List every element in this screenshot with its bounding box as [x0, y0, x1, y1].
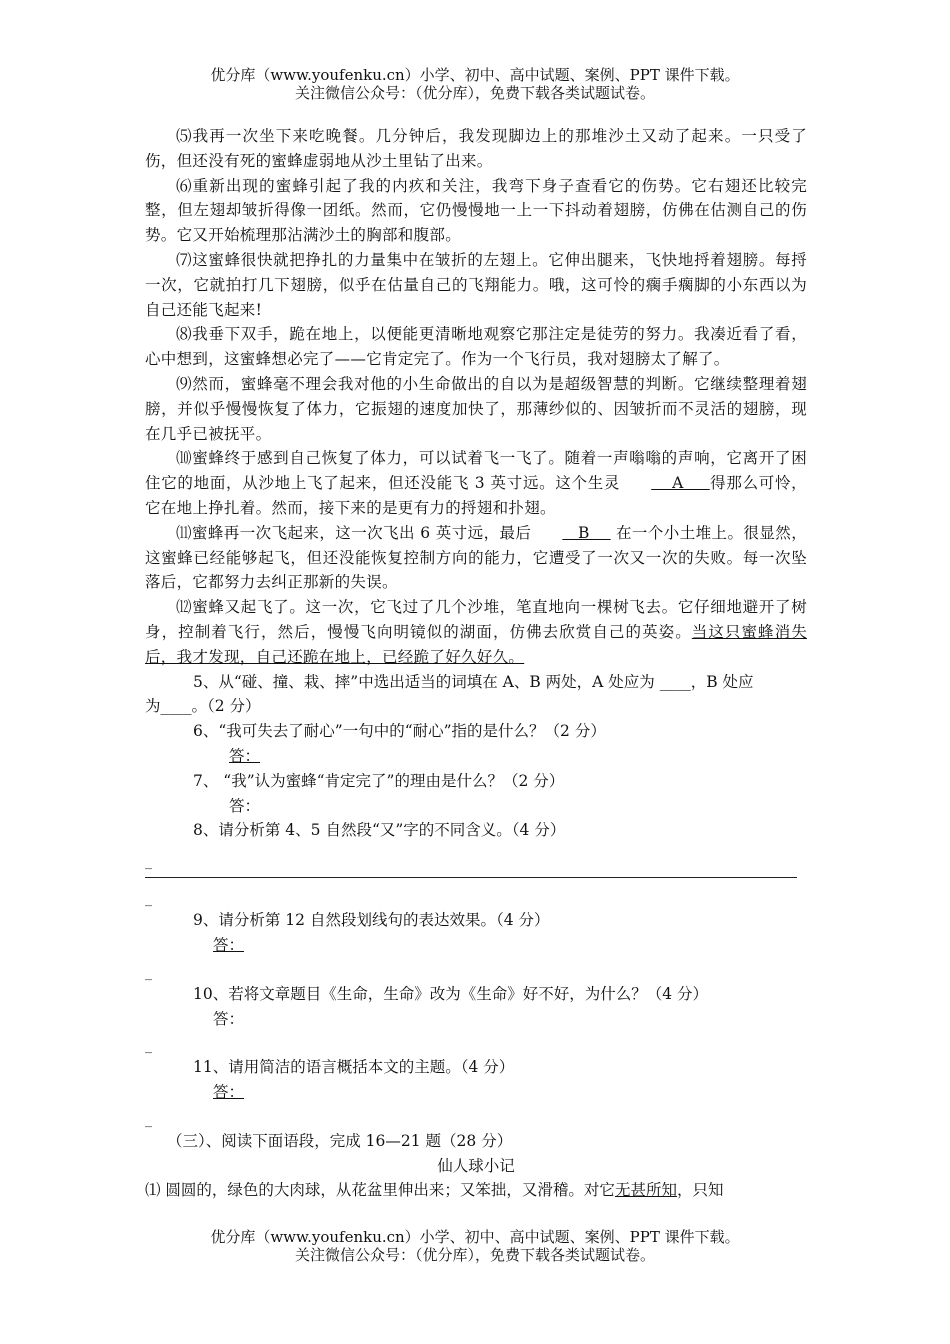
answer-7: 答：	[229, 796, 261, 815]
question-7: 7、 “我”认为蜜蜂“肯定完了”的理由是什么？（2 分）	[193, 771, 565, 790]
answer-11	[145, 1080, 807, 1105]
paragraph-11-text-b: 在一个小土堆上。很显然，这蜜蜂已经能够起飞，但还没能恢复控制方向的能力，它遭受了一次又一次的失败。每一次坠落后，它都努力去纠正那新的失误。	[145, 523, 808, 592]
answer-9	[145, 933, 807, 958]
answer-6	[145, 744, 807, 769]
section-3-paragraph-1	[145, 1178, 807, 1203]
paragraph-6: ⑹重新出现的蜜蜂引起了我的内疚和关注，我弯下身子查看它的伤势。它右翅还比较完整，但左翅却皱折得像一团纸。然而，它仍慢慢地一上一下抖动着翅膀，仿佛在估测自己的伤势。它又开始梳理那沾满沙土的胸部和腹部。	[145, 176, 807, 245]
blank-a: A	[651, 474, 710, 493]
answer-line-dash: _	[145, 891, 152, 908]
paragraph-5: ⑸我再一次坐下来吃晚餐。几分钟后，我发现脚边上的那堆沙土又动了起来。一只受了伤，但还没有死的蜜蜂虚弱地从沙土里钻了出来。	[145, 127, 807, 170]
question-10: 10、若将文章题目《生命，生命》改为《生命》好不好，为什么？（4 分）	[193, 984, 709, 1003]
header-line-2: 关注微信公众号：（优分库），免费下载各类试题试卷。	[294, 84, 655, 102]
blank-b: B	[562, 523, 611, 542]
answer-6-label: 答：	[229, 746, 261, 765]
paragraph-11-text-a: ⑾蜜蜂再一次飞起来，这一次飞出 6 英寸远，最后	[176, 523, 532, 542]
paragraph-10	[145, 446, 807, 520]
answer-line-dash: _	[145, 1038, 152, 1055]
paragraph-7: ⑺这蜜蜂很快就把挣扎的力量集中在皱折的左翅上。它伸出腿来，飞快地捋着翅膀。每捋一次，它就拍打几下翅膀，似乎在估量自己的飞翔能力。哦，这可怜的瘸手瘸脚的小东西以为自己还能飞起来!	[145, 250, 807, 319]
page-footer	[0, 1228, 950, 1264]
header-line-1: 优分库（www.youfenku.cn）小学、初中、高中试题、案例、PPT 课件下载。	[210, 66, 740, 84]
answer-line-dash: _	[145, 964, 152, 981]
footer-line-1: 优分库（www.youfenku.cn）小学、初中、高中试题、案例、PPT 课件下载。	[210, 1228, 740, 1246]
answer-line-dash: _	[145, 854, 152, 871]
question-8: 8、请分析第 4、5 自然段“又”字的不同含义。（4 分）	[193, 821, 566, 840]
answer-11-label: 答：	[213, 1083, 245, 1102]
question-5-line-1: 5、从“碰、撞、栽、摔”中选出适当的词填在 A、B 两处，A 处应为 ____，B 处应	[193, 672, 754, 691]
paragraph-12-text: ⑿蜜蜂又起飞了。这一次，它飞过了几个沙堆，笔直地向一棵树飞去。它仔细地避开了树身，控制着飞行，然后，慢慢飞向明镜似的湖面，仿佛去欣赏自己的英姿。	[145, 598, 807, 641]
underlined-sentence: 当这只蜜蜂消失后，我才发现，自己还跪在地上，已经跪了好久好久。	[145, 622, 807, 666]
paragraph-10-text-a: ⑽蜜蜂终于感到自己恢复了体力，可以试着飞一飞了。随着一声嗡嗡的声响，它离开了困住它的地面，从沙地上飞了起来，但还没能飞 3 英寸远。这个生灵	[145, 449, 807, 493]
answer-10: 答：	[213, 1009, 245, 1028]
paragraph-9: ⑼然而，蜜蜂毫不理会我对他的小生命做出的自以为是超级智慧的判断。它继续整理着翅膀，并似乎慢慢恢复了体力，它振翅的速度加快了，那薄纱似的、因皱折而不灵活的翅膀，现在几乎已被抚平。	[145, 374, 807, 443]
paragraph-10-text-b: 得那么可怜，它在地上挣扎着。然而，接下来的是更有力的捋翅和扑翅。	[145, 474, 807, 517]
question-5-line-2: 为____。（2 分）	[145, 697, 261, 716]
section-3-underlined-phrase: 无甚所知	[614, 1181, 677, 1200]
answer-rule	[145, 877, 797, 878]
question-9: 9、请分析第 12 自然段划线句的表达效果。（4 分）	[193, 911, 550, 930]
paragraph-8: ⑻我垂下双手，跪在地上，以便能更清晰地观察它那注定是徒劳的努力。我凑近看了看，心中想到，这蜜蜂想必完了——它肯定完了。作为一个飞行员，我对翅膀太了解了。	[145, 325, 807, 369]
paragraph-11	[145, 521, 807, 595]
section-3-paragraph-1-text-a: ⑴ 圆圆的，绿色的大肉球，从花盆里伸出来；又笨拙，又滑稽。对它	[145, 1181, 615, 1200]
section-3-title: 仙人球小记	[437, 1156, 515, 1175]
answer-line-dash: _	[145, 1111, 152, 1128]
footer-line-2: 关注微信公众号：（优分库），免费下载各类试题试卷。	[294, 1246, 655, 1264]
question-6: 6、“我可失去了耐心”一句中的“耐心”指的是什么？（2 分）	[193, 722, 606, 741]
section-3-paragraph-1-text-b: ，只知	[676, 1181, 724, 1200]
question-11: 11、请用简洁的语言概括本文的主题。（4 分）	[193, 1058, 515, 1077]
document-body	[145, 124, 807, 1203]
page-header-top	[0, 66, 950, 102]
answer-9-label: 答：	[213, 935, 245, 954]
section-3-heading: （三）、阅读下面语段，完成 16—21 题（28 分）	[167, 1131, 513, 1150]
paragraph-12	[145, 595, 807, 669]
